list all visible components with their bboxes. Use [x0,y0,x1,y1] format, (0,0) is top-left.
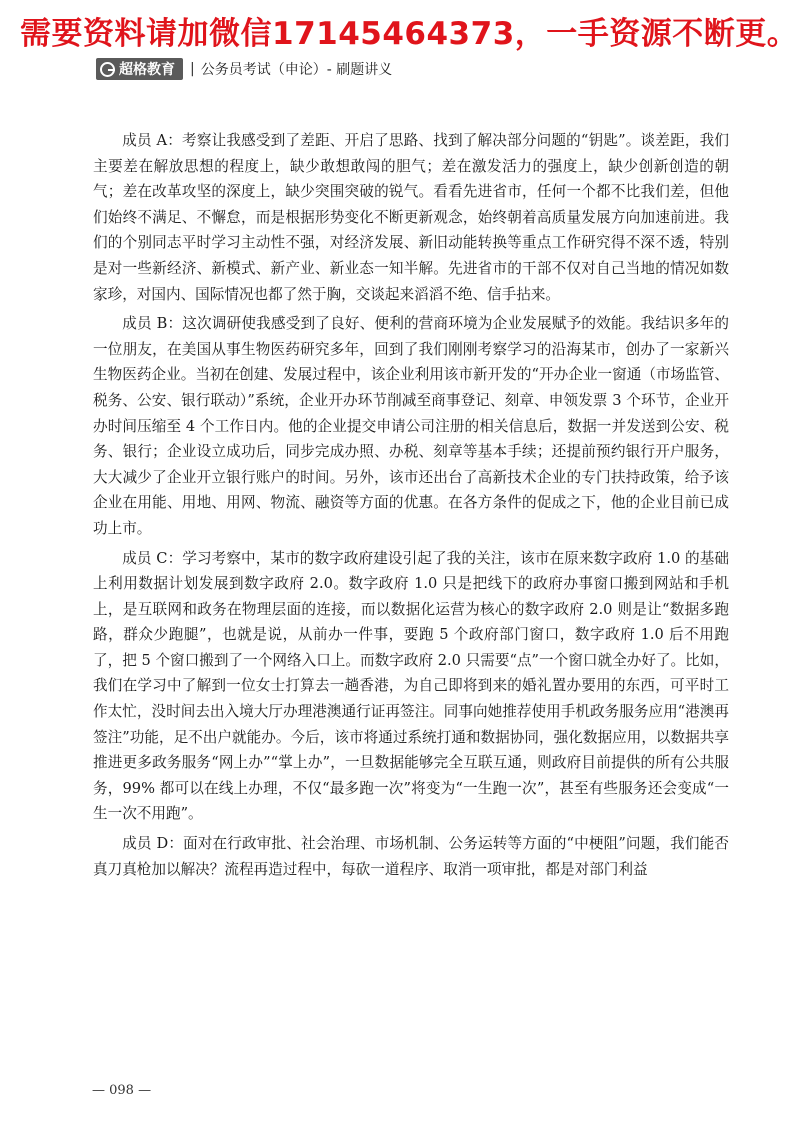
promo-banner: 需要资料请加微信17145464373，一手资源不断更。 [20,16,799,52]
header-separator: | [190,61,195,77]
page-number: — 098 — [92,1083,152,1098]
document-body [93,128,729,886]
page-header [96,57,392,81]
paragraph-member-c: 成员 C：学习考察中，某市的数字政府建设引起了我的关注，该市在原来数字政府 1.0 的基础上利用数据计划发展到数字政府 2.0。数字政府 1.0 只是把线下的政府办事窗口搬到网站和手机上，是互联网和政务在物理层面的连接，而以数据化运营为核心的数字政府 2.0 则是让“数据多跑路，群众少跑腿”，也就是说，从前办一件事，要跑 5 个政府部门窗口，数字政府 1.0 后不用跑了，把 5 个窗口搬到了一个网络入口上。而数字政府 2.0 只需要“点”一个窗口就全办好了。比如，我们在学习中了解到一位女士打算去一趟香港，为自己即将到来的婚礼置办要用的东西，可平时工作太忙，没时间去出入境大厅办理港澳通行证再签注。同事向她推荐使用手机政务服务应用“港澳再签注”功能，足不出户就能办。今后，该市将通过系统打通和数据协同，强化数据应用，以数据共享推进更多政务服务“网上办”“掌上办”，一旦数据能够完全互联互通，则政府目前提供的所有公共服务，99% 都可以在线上办理，不仅“最多跑一次”将变为“一生跑一次”，甚至有些服务还会变成“一生一次不用跑”。 [93,549,729,823]
logo-text: 超格教育 [119,62,175,78]
paragraph-member-b: 成员 B：这次调研使我感受到了良好、便利的营商环境为企业发展赋予的效能。我结识多年的一位朋友，在美国从事生物医药研究多年，回到了我们刚刚考察学习的沿海某市，创办了一家新兴生物医药企业。当初在创建、发展过程中，该企业利用该市新开发的“开办企业一窗通（市场监管、税务、公安、银行联动）”系统，企业开办环节削减至商事登记、刻章、申领发票 3 个环节，企业开办时间压缩至 4 个工作日内。他的企业提交申请公司注册的相关信息后，数据一并发送到公安、税务、银行；企业设立成功后，同步完成办照、办税、刻章等基本手续；还提前预约银行开户服务，大大减少了企业开立银行账户的时间。另外，该市还出台了高新技术企业的专门扶持政策，给予该企业在用能、用地、用网、物流、融资等方面的优惠。在各方条件的促成之下，他的企业目前已成功上市。 [93,315,729,537]
paragraph-member-d: 成员 D：面对在行政审批、社会治理、市场机制、公务运转等方面的“中梗阻”问题，我们能否真刀真枪加以解决？流程再造过程中，每砍一道程序、取消一项审批，都是对部门利益 [93,835,729,878]
paragraph-member-a: 成员 A：考察让我感受到了差距、开启了思路、找到了解决部分问题的“钥匙”。谈差距，我们主要差在解放思想的程度上，缺少敢想敢闯的胆气；差在激发活力的强度上，缺少创新创造的朝气；差在改革攻坚的深度上，缺少突围突破的锐气。看看先进省市，任何一个都不比我们差，但他们始终不满足、不懈怠，而是根据形势变化不断更新观念，始终朝着高质量发展方向加速前进。我们的个别同志平时学习主动性不强，对经济发展、新旧动能转换等重点工作研究得不深不透，特别是对一些新经济、新模式、新产业、新业态一知半解。先进省市的干部不仅对自己当地的情况如数家珍，对国内、国际情况也都了然于胸，交谈起来滔滔不绝、信手拈来。 [93,132,729,303]
logo-g-icon [100,62,115,77]
header-title: 公务员考试（申论）- 刷题讲义 [200,62,393,78]
publisher-logo [96,58,183,80]
